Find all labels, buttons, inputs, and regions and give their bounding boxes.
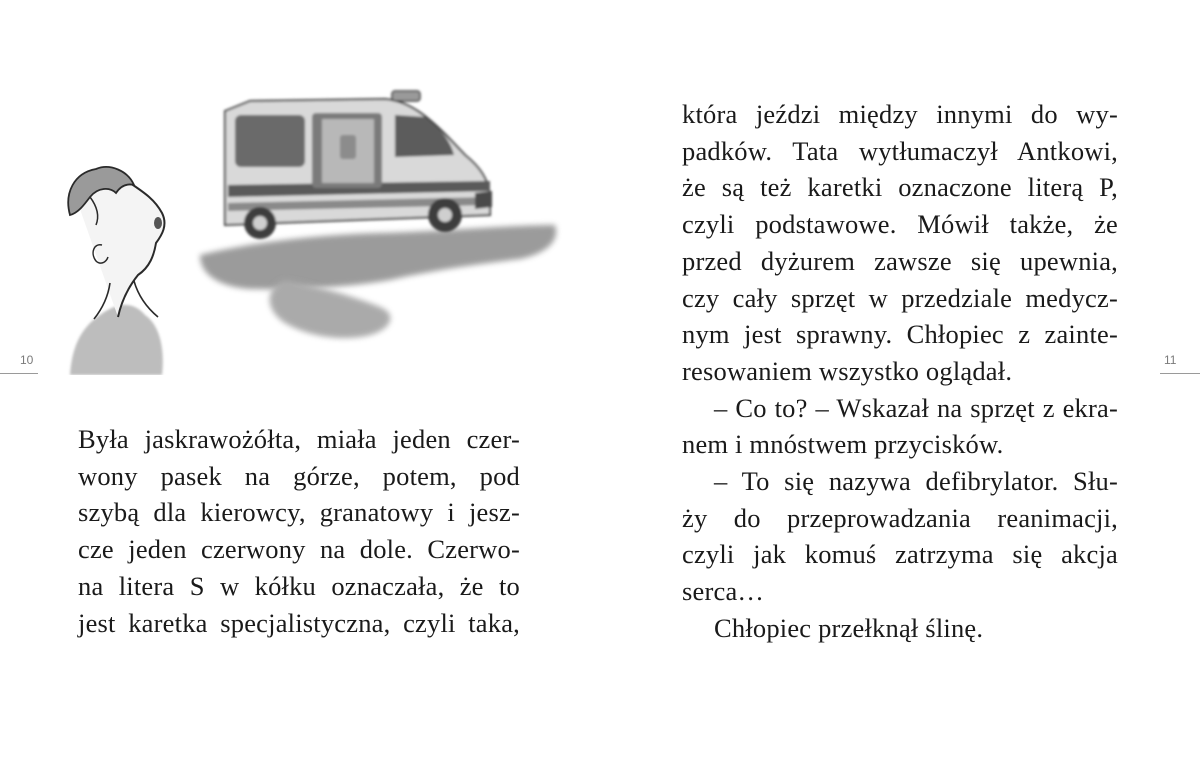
boy <box>68 167 164 375</box>
right-page-text <box>682 96 1118 647</box>
text-line: że są też karetki oznaczone literą P, <box>682 172 1118 203</box>
text-line: cze jeden czerwony na dole. Czerwo- <box>78 534 520 565</box>
boy-and-ambulance-illustration <box>50 75 570 375</box>
text-line: nem i mnóstwem przycisków. <box>682 429 1004 460</box>
text-line: serca… <box>682 576 765 607</box>
text-line: resowaniem wszystko oglądał. <box>682 355 1013 386</box>
text-line: przed dyżurem zawsze się upewnia, <box>682 245 1118 276</box>
ambulance <box>225 91 492 239</box>
text-line: czyli jak komuś zatrzyma się akcja <box>682 539 1118 570</box>
text-line: padków. Tata wytłumaczył Antkowi, <box>682 135 1118 166</box>
right-page-number: 11 <box>1164 353 1177 367</box>
right-page-number-rule <box>1160 373 1200 374</box>
text-line: ży do przeprowadzania reanimacji, <box>682 502 1118 533</box>
text-line: która jeździ między innymi do wy- <box>682 99 1118 129</box>
text-line: na litera S w kółku oznaczała, że to <box>78 570 520 601</box>
text-line: jest karetka specjalistyczna, czyli taka, <box>78 607 520 638</box>
text-line: nym jest sprawny. Chłopiec z zainte- <box>682 319 1118 350</box>
text-line: Chłopiec przełknął ślinę. <box>714 612 984 643</box>
ground-shadow <box>200 225 556 338</box>
left-page-number-rule <box>0 373 38 374</box>
text-line: wony pasek na górze, potem, pod <box>78 460 520 491</box>
text-line: czyli podstawowe. Mówił także, że <box>682 209 1118 240</box>
left-page-text <box>78 421 520 641</box>
text-line: – To się nazywa defibrylator. Słu- <box>714 466 1118 497</box>
text-line: szybą dla kierowcy, granatowy i jesz- <box>78 497 520 528</box>
text-line: Była jaskrawożółta, miała jeden czer- <box>78 424 520 454</box>
text-line: czy cały sprzęt w przedziale medycz- <box>682 282 1118 313</box>
text-line: – Co to? – Wskazał na sprzęt z ekra- <box>714 392 1118 423</box>
left-page-number: 10 <box>20 353 34 367</box>
